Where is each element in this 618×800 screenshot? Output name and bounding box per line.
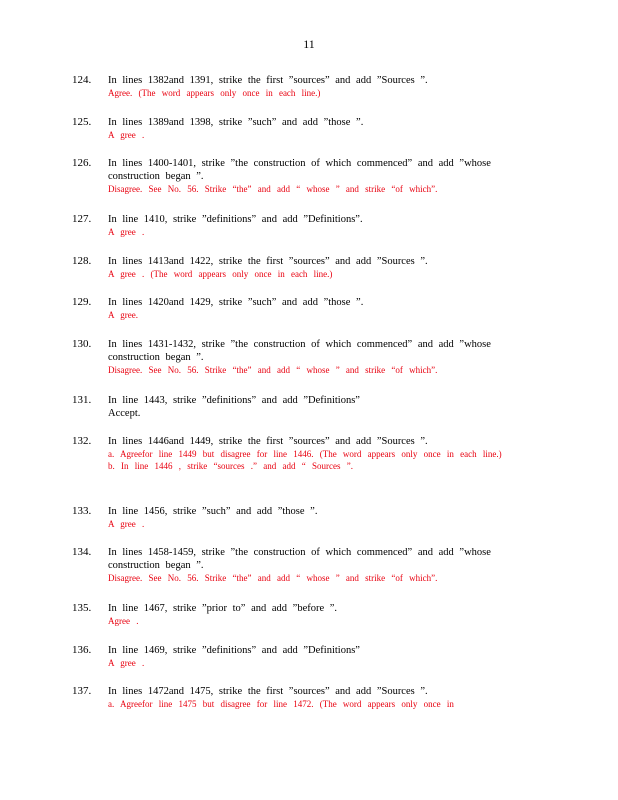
item-129 — [72, 296, 512, 321]
item-number: 134. — [72, 546, 92, 558]
item-131 — [72, 394, 512, 420]
item-number: 133. — [72, 505, 92, 517]
item-response: A gree . — [108, 130, 145, 140]
item-response: Disagree. See No. 56. Strike “the” and add “ whose ” and strike “of which”. — [108, 365, 438, 375]
item-instruction: In lines 1400-1401, strike ”the construction of which commenced” and add ”whose construction began ”. — [108, 158, 491, 182]
item-number: 129. — [72, 296, 92, 308]
item-134 — [72, 546, 512, 584]
item-126 — [72, 157, 512, 195]
item-instruction: In lines 1420and 1429, strike ”such” and add ”those ”. — [108, 297, 364, 308]
item-response: A gree . — [108, 658, 145, 668]
item-instruction: In line 1443, strike ”definitions” and add ”Definitions” — [108, 395, 360, 406]
item-instruction: In lines 1389and 1398, strike ”such” and add ”those ”. — [108, 117, 364, 128]
item-response: A gree . — [108, 227, 145, 237]
item-response: b. In line 1446 , strike “sources .” and add “ Sources ”. — [108, 461, 353, 471]
item-instruction: In line 1467, strike ”prior to” and add ”before ”. — [108, 603, 338, 614]
item-response: Agree. (The word appears only once in each line.) — [108, 88, 321, 98]
item-128 — [72, 255, 512, 280]
item-number: 137. — [72, 685, 92, 697]
page-number: 11 — [303, 37, 315, 51]
item-response: Agree . — [108, 616, 139, 626]
item-instruction: In line 1469, strike ”definitions” and add ”Definitions” — [108, 645, 360, 656]
item-number: 132. — [72, 435, 92, 447]
item-127 — [72, 213, 512, 238]
item-130 — [72, 338, 512, 376]
item-number: 136. — [72, 644, 92, 656]
item-124 — [72, 74, 512, 99]
item-135 — [72, 602, 512, 627]
item-instruction: In line 1410, strike ”definitions” and add ”Definitions”. — [108, 214, 363, 225]
item-instruction: In lines 1458-1459, strike ”the construction of which commenced” and add ”whose construction began ”. — [108, 547, 491, 571]
item-response: Disagree. See No. 56. Strike “the” and add “ whose ” and strike “of which”. — [108, 573, 438, 583]
item-response: Accept. — [108, 408, 141, 419]
item-instruction: In lines 1413and 1422, strike the first ”sources” and add ”Sources ”. — [108, 256, 428, 267]
item-number: 124. — [72, 74, 92, 86]
item-instruction: In lines 1431-1432, strike ”the construction of which commenced” and add ”whose construction began ”. — [108, 339, 491, 363]
item-132 — [72, 435, 512, 472]
item-number: 127. — [72, 213, 92, 225]
item-response: Disagree. See No. 56. Strike “the” and add “ whose ” and strike “of which”. — [108, 184, 438, 194]
item-instruction: In lines 1446and 1449, strike the first ”sources” and add ”Sources ”. — [108, 436, 428, 447]
item-136 — [72, 644, 512, 669]
item-instruction: In lines 1382and 1391, strike the first ”sources” and add ”Sources ”. — [108, 75, 428, 86]
item-number: 128. — [72, 255, 92, 267]
item-number: 131. — [72, 394, 92, 406]
item-number: 135. — [72, 602, 92, 614]
item-number: 130. — [72, 338, 92, 350]
item-number: 126. — [72, 157, 92, 169]
item-instruction: In line 1456, strike ”such” and add ”those ”. — [108, 506, 318, 517]
item-instruction: In lines 1472and 1475, strike the first ”sources” and add ”Sources ”. — [108, 686, 428, 697]
item-response: A gree . (The word appears only once in each line.) — [108, 269, 333, 279]
item-response: a. Agreefor line 1475 but disagree for line 1472. (The word appears only once in — [108, 699, 454, 709]
item-137 — [72, 685, 512, 710]
item-125 — [72, 116, 512, 141]
item-response: A gree . — [108, 519, 145, 529]
item-133 — [72, 505, 512, 530]
item-response: a. Agreefor line 1449 but disagree for line 1446. (The word appears only once in each line.) — [108, 449, 502, 459]
item-number: 125. — [72, 116, 92, 128]
item-response: A gree. — [108, 310, 138, 320]
